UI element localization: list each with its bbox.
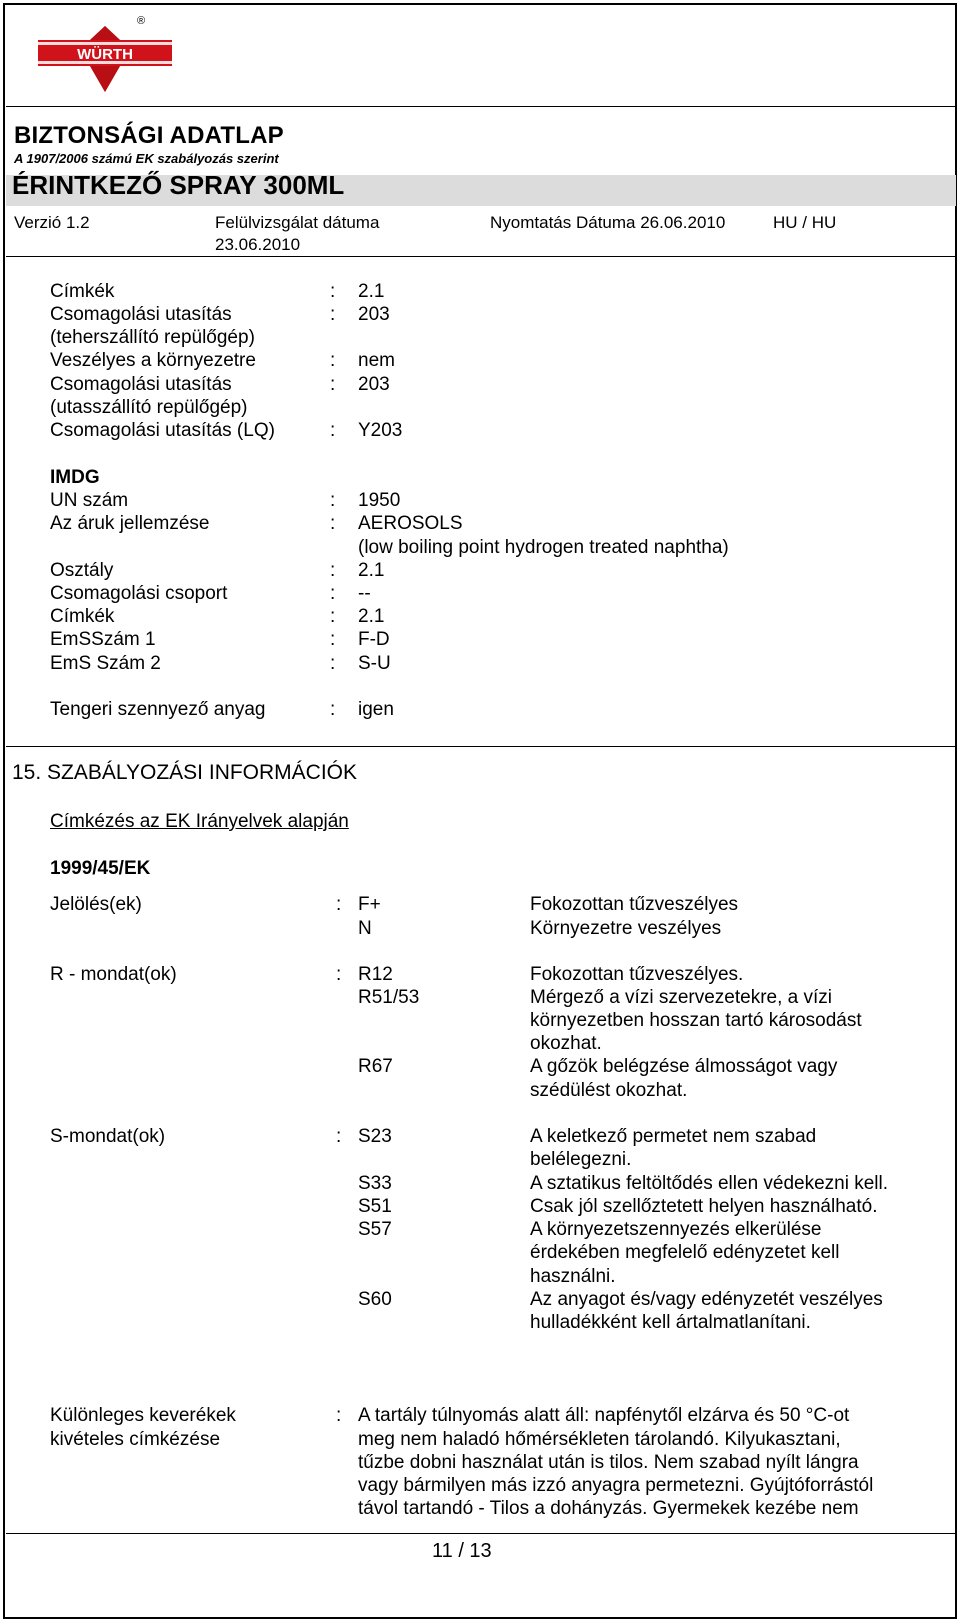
designation-code: F+ xyxy=(358,894,381,915)
imdg-value: F-D xyxy=(358,629,390,650)
regulation-subtitle: A 1907/2006 számú EK szabályozás szerint xyxy=(14,151,279,166)
air-label: (teherszállító repülőgép) xyxy=(50,327,255,348)
imdg-value: 2.1 xyxy=(358,606,385,627)
s-phrase-code: S60 xyxy=(358,1289,392,1310)
s-phrase-text: A keletkező permetet nem szabad xyxy=(530,1126,817,1147)
version: Verzió 1.2 xyxy=(14,213,90,232)
special-labeling-text: vagy bármilyen más izzó anyagra permetezni. Gyújtóforrástól xyxy=(358,1475,874,1496)
special-labeling-text: távol tartandó - Tilos a dohányzás. Gyermekek kezébe nem xyxy=(358,1498,859,1519)
air-label: Veszélyes a környezetre xyxy=(50,350,256,371)
imdg-label: UN szám xyxy=(50,490,129,511)
s-phrase-text: A környezetszennyezés elkerülése xyxy=(530,1219,822,1240)
imdg-value: -- xyxy=(358,583,371,604)
air-sep: : xyxy=(330,281,336,302)
air-value: 203 xyxy=(358,374,390,395)
air-label: Csomagolási utasítás (LQ) xyxy=(50,420,275,441)
r-phrase-text: környezetben hosszan tartó károsodást xyxy=(530,1010,862,1031)
imdg-sep: : xyxy=(330,629,336,650)
s-phrase-text: Csak jól szellőztetett helyen használható. xyxy=(530,1196,878,1217)
air-sep: : xyxy=(330,374,336,395)
imdg-value: 1950 xyxy=(358,490,401,511)
print-date: Nyomtatás Dátuma 26.06.2010 xyxy=(490,213,726,232)
air-sep: : xyxy=(330,420,336,441)
product-name: ÉRINTKEZŐ SPRAY 300ML xyxy=(12,170,345,200)
imdg-value: 2.1 xyxy=(358,560,385,581)
air-sep: : xyxy=(330,304,336,325)
r-phrase-text: Mérgező a vízi szervezetekre, a vízi xyxy=(530,987,832,1008)
registered-mark: ® xyxy=(137,15,146,27)
logo-text: WÜRTH xyxy=(77,46,133,63)
r-phrase-code: R51/53 xyxy=(358,987,420,1008)
r-phrase-code: R12 xyxy=(358,964,393,985)
special-labeling-text: meg nem haladó hőmérsékleten tárolandó. Kilyukasztani, xyxy=(358,1429,841,1450)
designation-label: Jelölés(ek) xyxy=(50,894,142,915)
r-phrases-label: R - mondat(ok) xyxy=(50,964,177,985)
air-value: Y203 xyxy=(358,420,403,441)
designation-text: Környezetre veszélyes xyxy=(530,918,722,939)
r-phrase-text: Fokozottan tűzveszélyes. xyxy=(530,964,744,985)
special-labeling-text: tűzbe dobni használat után is tilos. Nem szabad nyílt lángra xyxy=(358,1452,859,1473)
r-phrase-text: szédülést okozhat. xyxy=(530,1080,688,1101)
s-phrase-text: hulladékként kell ártalmatlanítani. xyxy=(530,1312,811,1333)
special-labeling-label: Különleges keverékek xyxy=(50,1405,236,1426)
air-label: Címkék xyxy=(50,281,115,302)
imdg-label: EmSSzám 1 xyxy=(50,629,156,650)
document-title: BIZTONSÁGI ADATLAP xyxy=(14,122,284,149)
imdg-sep: : xyxy=(330,653,336,674)
designation-text: Fokozottan tűzveszélyes xyxy=(530,894,739,915)
air-value: 203 xyxy=(358,304,390,325)
s-phrase-text: használni. xyxy=(530,1266,616,1287)
r-phrases-sep: : xyxy=(336,964,342,985)
imdg-value: AEROSOLS xyxy=(358,513,463,534)
header-divider xyxy=(6,106,956,107)
imdg-sep: : xyxy=(330,513,336,534)
designation-sep: : xyxy=(336,894,342,915)
designation-code: N xyxy=(358,918,372,939)
section-15-heading: 15. SZABÁLYOZÁSI INFORMÁCIÓK xyxy=(12,761,358,784)
air-value: 2.1 xyxy=(358,281,385,302)
r-phrase-text: okozhat. xyxy=(530,1033,602,1054)
wurth-logo xyxy=(30,18,180,96)
air-label: Csomagolási utasítás xyxy=(50,304,232,325)
meta-divider xyxy=(6,256,956,257)
air-value: nem xyxy=(358,350,395,371)
s-phrase-text: Az anyagot és/vagy edényzetét veszélyes xyxy=(530,1289,883,1310)
r-phrase-text: A gőzök belégzése álmosságot vagy xyxy=(530,1056,838,1077)
air-sep: : xyxy=(330,350,336,371)
s-phrase-code: S51 xyxy=(358,1196,392,1217)
imdg-value: S-U xyxy=(358,653,391,674)
s-phrases-label: S-mondat(ok) xyxy=(50,1126,166,1147)
labeling-subheading: Címkézés az EK Irányelvek alapján xyxy=(50,811,349,832)
review-label: Felülvizsgálat dátuma xyxy=(215,213,380,232)
special-labeling-text: A tartály túlnyomás alatt áll: napfénytől elzárva és 50 °C-ot xyxy=(358,1405,850,1426)
s-phrase-code: S23 xyxy=(358,1126,392,1147)
marine-pollutant-value: igen xyxy=(358,699,394,720)
s-phrase-text: érdekében megfelelő edényzetet kell xyxy=(530,1242,840,1263)
s-phrase-text: belélegezni. xyxy=(530,1149,632,1170)
section-divider xyxy=(6,746,956,747)
footer-divider xyxy=(6,1533,956,1534)
marine-pollutant-sep: : xyxy=(330,699,336,720)
locale: HU / HU xyxy=(773,213,837,232)
special-labeling-label: kivételes címkézése xyxy=(50,1429,221,1450)
s-phrases-sep: : xyxy=(336,1126,342,1147)
special-labeling-sep: : xyxy=(336,1405,342,1426)
imdg-label: Az áruk jellemzése xyxy=(50,513,210,534)
imdg-label: EmS Szám 2 xyxy=(50,653,161,674)
review-date: 23.06.2010 xyxy=(215,235,301,254)
imdg-label: Címkék xyxy=(50,606,115,627)
s-phrase-code: S57 xyxy=(358,1219,392,1240)
page-number: 11 / 13 xyxy=(432,1540,492,1562)
imdg-sep: : xyxy=(330,560,336,581)
marine-pollutant-label: Tengeri szennyező anyag xyxy=(50,699,266,720)
s-phrase-text: A sztatikus feltöltődés ellen védekezni kell. xyxy=(530,1173,889,1194)
directive-heading: 1999/45/EK xyxy=(50,858,151,879)
imdg-sep: : xyxy=(330,606,336,627)
air-label: Csomagolási utasítás xyxy=(50,374,232,395)
imdg-label: Csomagolási csoport xyxy=(50,583,228,604)
imdg-heading: IMDG xyxy=(50,467,100,488)
s-phrase-code: S33 xyxy=(358,1173,392,1194)
r-phrase-code: R67 xyxy=(358,1056,393,1077)
imdg-label: Osztály xyxy=(50,560,114,581)
imdg-sep: : xyxy=(330,490,336,511)
imdg-sep: : xyxy=(330,583,336,604)
air-label: (utasszállító repülőgép) xyxy=(50,397,248,418)
imdg-value: (low boiling point hydrogen treated naphtha) xyxy=(358,537,729,558)
